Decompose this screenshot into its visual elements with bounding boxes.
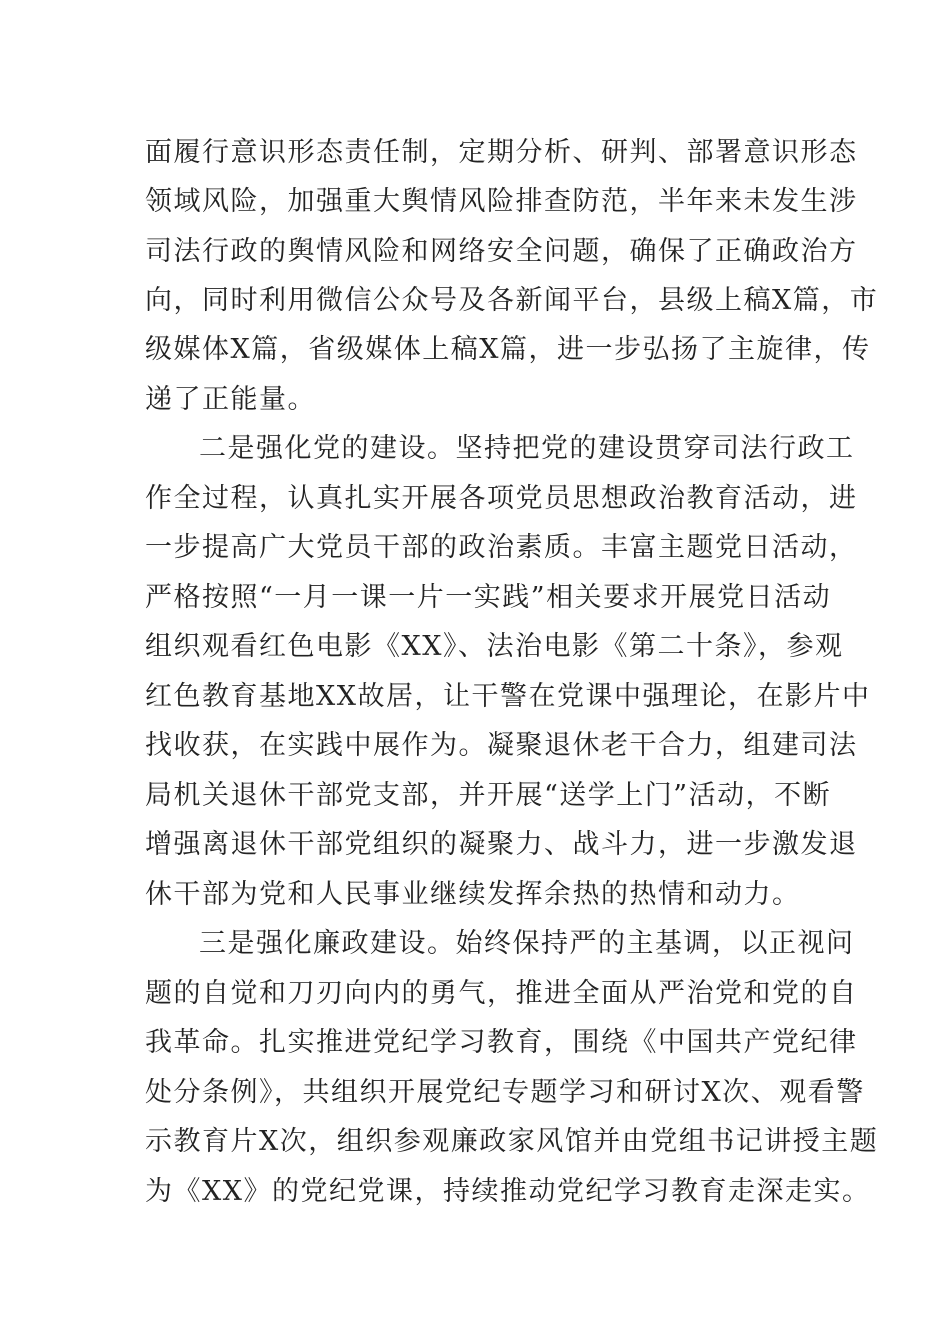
text-line: 处分条例》，共组织开展党纪专题学习和研讨X次、观看警 [145, 1077, 865, 1108]
text-line: 一步提高广大党员干部的政治素质。丰富主题党日活动， [145, 532, 858, 563]
paragraph-heading-line: 二是强化党的建设。坚持把党的建设贯穿司法行政工 [199, 433, 855, 464]
text-line: 红色教育基地XX故居，让干警在党课中强理论，在影片中 [145, 681, 871, 712]
text-line: 向，同时利用微信公众号及各新闻平台，县级上稿X篇，市 [145, 285, 879, 316]
text-line: 休干部为党和人民事业继续发挥余热的热情和动力。 [145, 879, 801, 910]
text-line: 找收获，在实践中展作为。凝聚退休老干合力，组建司法 [145, 730, 858, 761]
text-line: 示教育片X次，组织参观廉政家风馆并由党组书记讲授主题 [145, 1126, 879, 1157]
text-line: 作全过程，认真扎实开展各项党员思想政治教育活动，进 [145, 483, 858, 514]
paragraph-heading-line: 三是强化廉政建设。始终保持严的主基调，以正视问 [199, 928, 855, 959]
text-line: 局机关退休干部党支部，并开展“送学上门”活动，不断 [145, 780, 832, 811]
text-line: 题的自觉和刀刃向内的勇气，推进全面从严治党和党的自 [145, 978, 858, 1009]
text-line: 增强离退休干部党组织的凝聚力、战斗力，进一步激发退 [145, 829, 858, 860]
text-line: 司法行政的舆情风险和网络安全问题，确保了正确政治方 [145, 236, 858, 267]
text-line: 为《XX》的党纪党课，持续推动党纪学习教育走深走实。 [145, 1176, 871, 1207]
text-line: 严格按照“一月一课一片一实践”相关要求开展党日活动 [145, 582, 832, 613]
text-line: 我革命。扎实推进党纪学习教育，围绕《中国共产党纪律 [145, 1027, 858, 1058]
text-line: 领域风险，加强重大舆情风险排查防范，半年来未发生涉 [145, 186, 858, 217]
text-line: 递了正能量。 [145, 384, 316, 415]
text-line: 面履行意识形态责任制，定期分析、研判、部署意识形态 [145, 137, 858, 168]
text-line: 级媒体X篇，省级媒体上稿X篇，进一步弘扬了主旋律，传 [145, 334, 871, 365]
text-line: 组织观看红色电影《XX》、法治电影《第二十条》，参观 [145, 631, 844, 662]
